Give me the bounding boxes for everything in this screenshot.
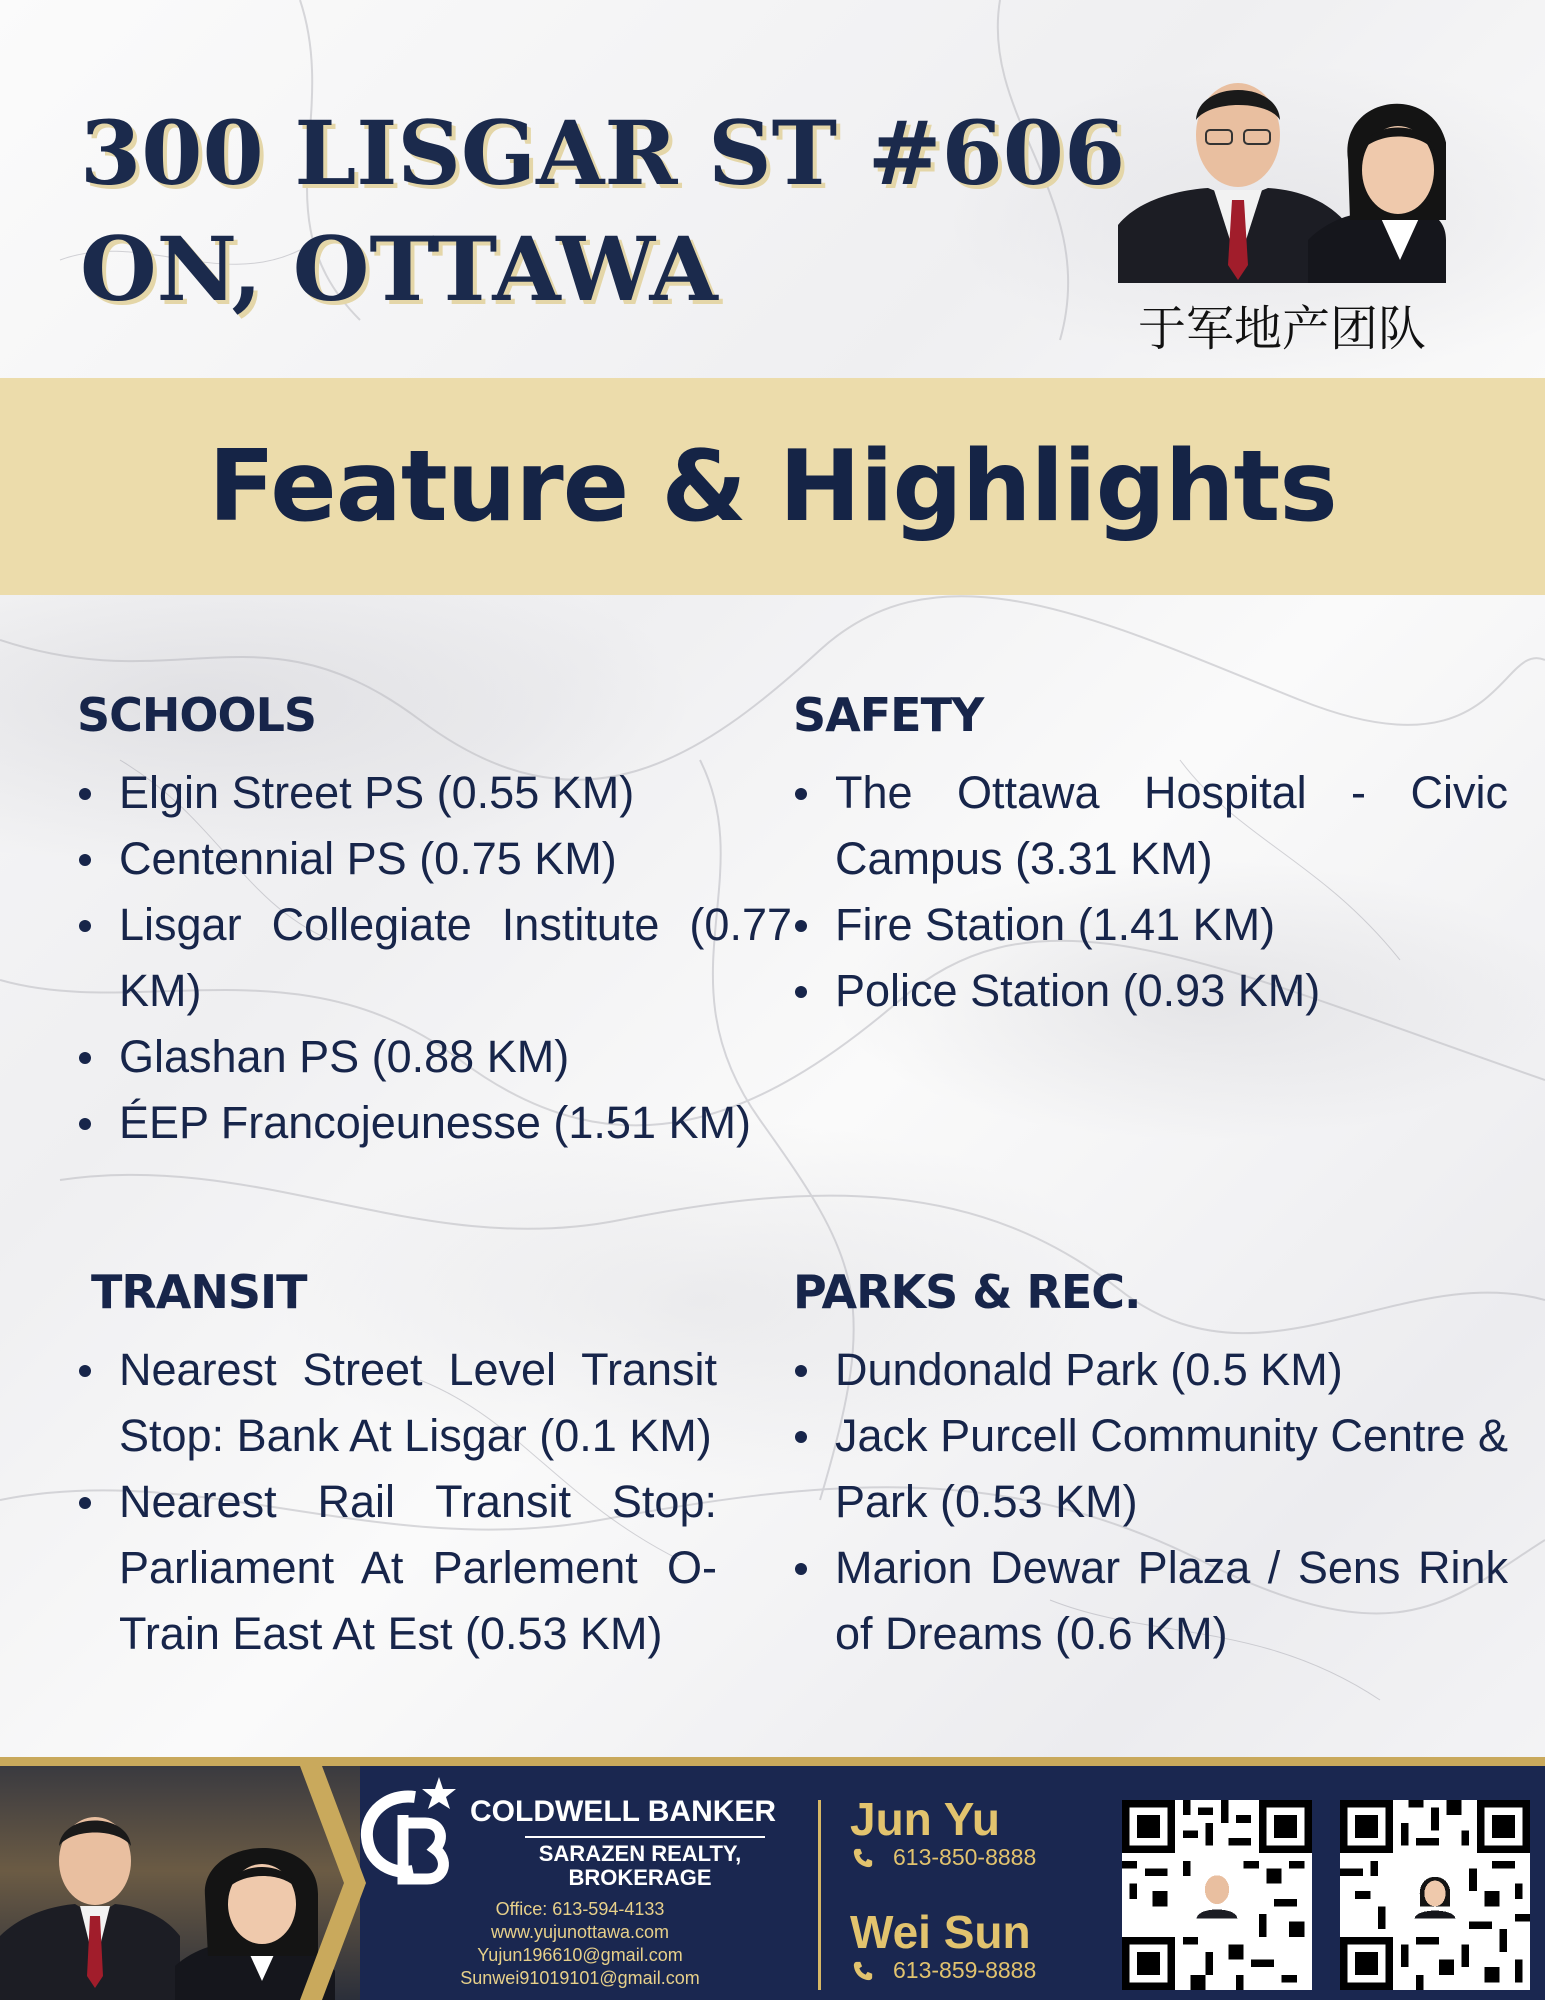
office-phone: Office: 613-594-4133 xyxy=(495,1899,665,1919)
schools-list xyxy=(77,760,792,1156)
safety-section xyxy=(793,688,1508,1024)
brokerage-sub-line-1: SARAZEN REALTY, xyxy=(538,1841,742,1866)
address-line-1: 300 LISGAR ST #606 xyxy=(80,101,1126,205)
brokerage-subtitle xyxy=(470,1842,810,1890)
list-item: Fire Station (1.41 KM) xyxy=(793,892,1508,958)
safety-list xyxy=(793,760,1508,1024)
agent-name-wei-sun: Wei Sun xyxy=(850,1906,1031,1958)
address-line-2: ON, OTTAWA xyxy=(80,217,718,321)
list-item: ÉEP Francojeunesse (1.51 KM) xyxy=(77,1090,792,1156)
banner-title: Feature & Highlights xyxy=(208,429,1337,544)
list-item: Marion Dewar Plaza / Sens Rink of Dreams (0.6 KM) xyxy=(793,1535,1508,1667)
footer-accent-line xyxy=(0,1757,1545,1766)
list-item: Police Station (0.93 KM) xyxy=(793,958,1508,1024)
list-item: Glashan PS (0.88 KM) xyxy=(77,1024,792,1090)
coldwell-banker-logo-icon xyxy=(353,1775,463,1895)
brokerage-divider xyxy=(525,1836,765,1838)
transit-section xyxy=(77,1265,717,1667)
safety-heading: SAFETY xyxy=(793,688,984,742)
list-item: Nearest Street Level Transit Stop: Bank At Lisgar (0.1 KM) xyxy=(77,1337,717,1469)
contact-info xyxy=(420,1898,740,1990)
schools-heading: SCHOOLS xyxy=(77,688,317,742)
schools-section xyxy=(77,688,792,1156)
list-item: The Ottawa Hospital - Civic Campus (3.31 KM) xyxy=(793,760,1508,892)
qr-code-jun-yu-icon[interactable] xyxy=(1122,1800,1312,1990)
property-address xyxy=(80,95,1125,327)
parks-list xyxy=(793,1337,1508,1667)
list-item: Dundonald Park (0.5 KM) xyxy=(793,1337,1508,1403)
footer-agents-photo xyxy=(0,1766,340,2000)
qr-code-wei-sun-icon[interactable] xyxy=(1340,1800,1530,1990)
transit-list xyxy=(77,1337,717,1667)
phone-icon xyxy=(852,1847,874,1869)
agents-photo xyxy=(1118,50,1446,283)
brokerage-name: COLDWELL BANKER xyxy=(470,1795,777,1828)
website-link[interactable]: www.yujunottawa.com xyxy=(490,1922,670,1942)
parks-section xyxy=(793,1265,1508,1667)
footer-divider xyxy=(818,1800,821,1990)
phone-icon xyxy=(852,1960,874,1982)
email-link-2[interactable]: Sunwei91019101@gmail.com xyxy=(460,1968,700,1988)
list-item: Elgin Street PS (0.55 KM) xyxy=(77,760,792,826)
list-item: Centennial PS (0.75 KM) xyxy=(77,826,792,892)
agent-name-jun-yu: Jun Yu xyxy=(850,1793,1000,1845)
transit-heading: TRANSIT xyxy=(91,1265,307,1319)
parks-heading: PARKS & REC. xyxy=(793,1265,1141,1319)
list-item: Lisgar Collegiate Institute (0.77 KM) xyxy=(77,892,792,1024)
team-name: 于军地产团队 xyxy=(1137,301,1426,357)
highlights-banner xyxy=(0,378,1545,595)
agent-phone-wei-sun[interactable]: 613-859-8888 xyxy=(893,1957,1037,1983)
list-item: Jack Purcell Community Centre & Park (0.53 KM) xyxy=(793,1403,1508,1535)
email-link-1[interactable]: Yujun196610@gmail.com xyxy=(477,1945,683,1965)
list-item: Nearest Rail Transit Stop: Parliament At Parlement O-Train East At Est (0.53 KM) xyxy=(77,1469,717,1667)
brokerage-sub-line-2: BROKERAGE xyxy=(568,1865,712,1890)
agent-phone-jun-yu[interactable]: 613-850-8888 xyxy=(893,1844,1037,1870)
